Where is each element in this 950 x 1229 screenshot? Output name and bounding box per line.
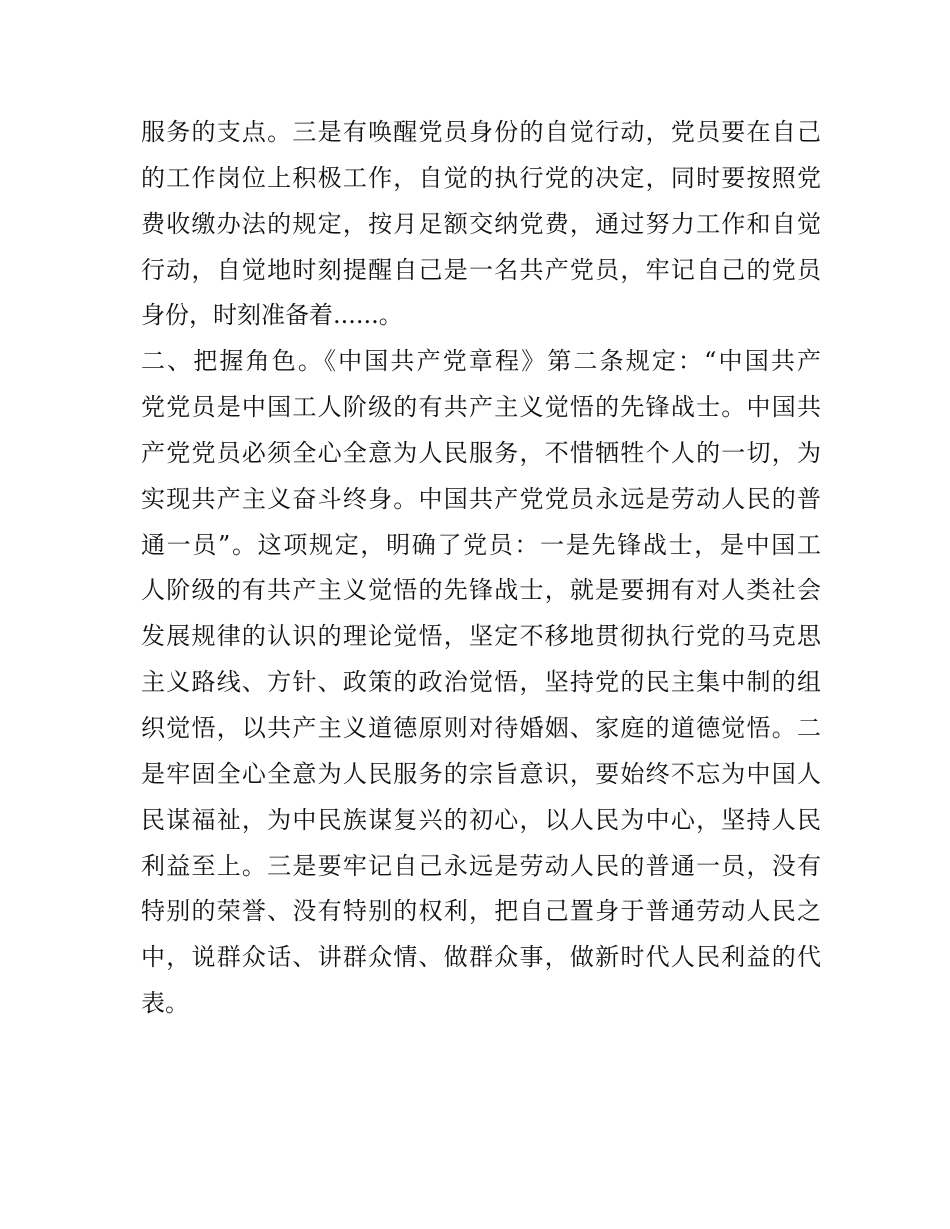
text-line: 民谋福祉，为中民族谋复兴的初心，以人民为中心，坚持人民 bbox=[141, 805, 821, 834]
text-line: 特别的荣誉、没有特别的权利，把自己置身于普通劳动人民之 bbox=[141, 897, 821, 926]
text-line: 表。 bbox=[141, 989, 189, 1018]
body-text bbox=[141, 110, 821, 1027]
text-line: 费收缴办法的规定，按月足额交纳党费，通过努力工作和自觉 bbox=[141, 209, 821, 238]
text-line: 身份，时刻准备着......。 bbox=[141, 301, 403, 330]
text-line: 人阶级的有共产主义觉悟的先锋战士，就是要拥有对人类社会 bbox=[141, 576, 821, 605]
text-line: 行动，自觉地时刻提醒自己是一名共产党员，牢记自己的党员 bbox=[141, 255, 821, 284]
text-line: 主义路线、方针、政策的政治觉悟，坚持党的民主集中制的组 bbox=[141, 668, 821, 697]
text-line: 党党员是中国工人阶级的有共产主义觉悟的先锋战士。中国共 bbox=[141, 393, 821, 422]
text-line: 实现共产主义奋斗终身。中国共产党党员永远是劳动人民的普 bbox=[141, 484, 821, 513]
text-line: 服务的支点。三是有唤醒党员身份的自觉行动，党员要在自己 bbox=[141, 118, 821, 146]
text-line: 织觉悟，以共产主义道德原则对待婚姻、家庭的道德觉悟。二 bbox=[141, 713, 821, 742]
text-line: 产党党员必须全心全意为人民服务，不惜牺牲个人的一切，为 bbox=[141, 438, 821, 467]
text-line: 中，说群众话、讲群众情、做群众事，做新时代人民利益的代 bbox=[141, 943, 821, 972]
text-line: 通一员”。这项规定，明确了党员：一是先锋战士，是中国工 bbox=[141, 530, 821, 559]
text-line: 的工作岗位上积极工作，自觉的执行党的决定，同时要按照党 bbox=[141, 163, 821, 192]
text-line: 利益至上。三是要牢记自己永远是劳动人民的普通一员，没有 bbox=[141, 851, 821, 880]
text-line: 发展规律的认识的理论觉悟，坚定不移地贯彻执行党的马克思 bbox=[141, 622, 821, 651]
text-line: 二、把握角色。《中国共产党章程》第二条规定：“中国共产 bbox=[141, 347, 821, 376]
text-line: 是牢固全心全意为人民服务的宗旨意识，要始终不忘为中国人 bbox=[141, 759, 821, 788]
